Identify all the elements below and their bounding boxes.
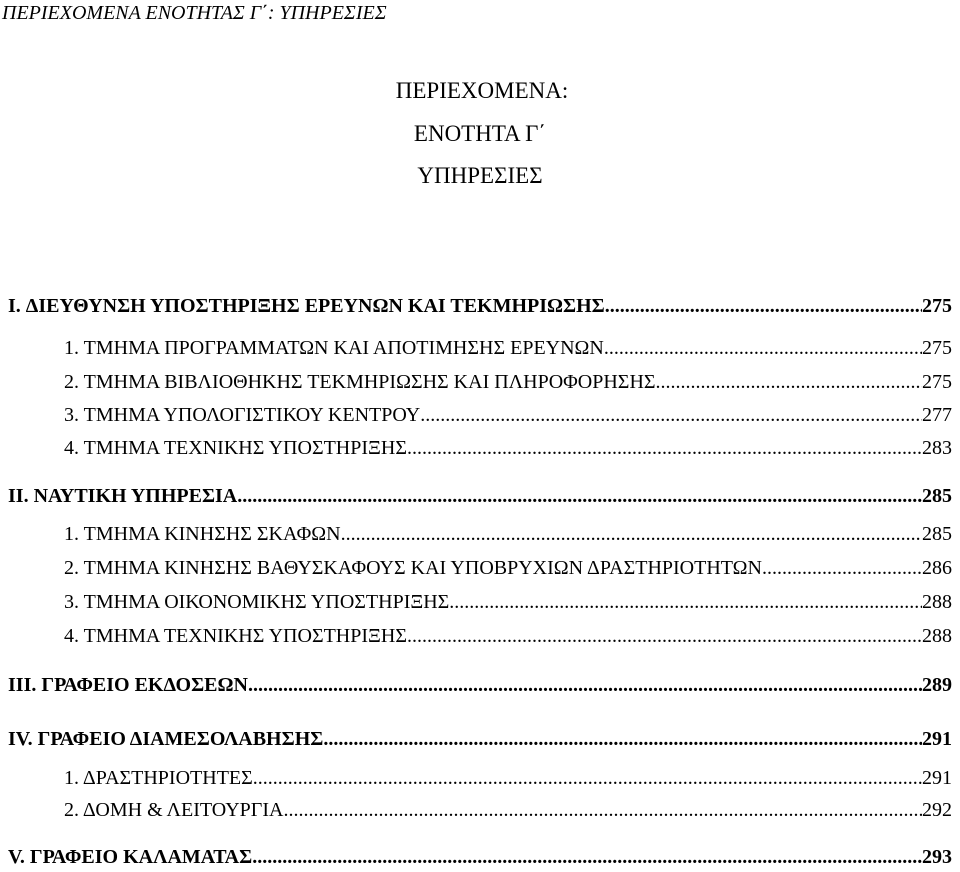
toc-dot-leader: [605, 294, 922, 318]
toc-entry[interactable]: [64, 766, 952, 790]
toc-entry[interactable]: [8, 294, 952, 318]
unit-heading: ΕΝΟΤΗΤΑ Γ΄: [413, 121, 547, 146]
toc-dot-leader: [248, 673, 922, 697]
toc-dot-leader: [407, 436, 922, 460]
toc-entry-title: 3. ΤΜΗΜΑ ΥΠΟΛΟΓΙΣΤΙΚΟΥ ΚΕΝΤΡΟΥ: [64, 404, 421, 426]
toc-entry-title: 4. ΤΜΗΜΑ ΤΕΧΝΙΚΗΣ ΥΠΟΣΤΗΡΙΞΗΣ: [64, 437, 407, 459]
toc-dot-leader: [237, 484, 922, 508]
toc-entry[interactable]: [8, 727, 952, 751]
toc-entry-title: II. ΝΑΥΤΙΚΗ ΥΠΗΡΕΣΙΑ: [8, 485, 238, 507]
toc-entry[interactable]: [64, 336, 952, 360]
toc-page-number: 288: [922, 625, 952, 647]
toc-page-number: 293: [922, 846, 952, 868]
toc-entry-title: IV. ΓΡΑΦΕΙΟ ΔΙΑΜΕΣΟΛΑΒΗΣΗΣ: [8, 728, 324, 750]
toc-entry[interactable]: [64, 436, 952, 460]
toc-entry-title: 1. ΤΜΗΜΑ ΠΡΟΓΡΑΜΜΑΤΩΝ ΚΑΙ ΑΠΟΤΙΜΗΣΗΣ ΕΡΕΥΝΩΝ: [64, 337, 604, 359]
toc-page-number: 292: [922, 799, 952, 821]
toc-entry-title: I. ΔΙΕΥΘΥΝΣΗ ΥΠΟΣΤΗΡΙΞΗΣ ΕΡΕΥΝΩΝ ΚΑΙ ΤΕΚΜΗΡΙΩΣΗΣ: [8, 295, 605, 317]
toc-dot-leader: [252, 845, 922, 869]
toc-page-number: 291: [922, 767, 952, 789]
toc-entry-title: 1. ΔΡΑΣΤΗΡΙΟΤΗΤΕΣ: [64, 767, 253, 789]
toc-entry[interactable]: [8, 484, 952, 508]
toc-dot-leader: [407, 624, 922, 648]
toc-entry-title: 2. ΤΜΗΜΑ ΚΙΝΗΣΗΣ ΒΑΘΥΣΚΑΦΟΥΣ ΚΑΙ ΥΠΟΒΡΥΧΙΩΝ ΔΡΑΣΤΗΡΙΟΤΗΤΩΝ: [64, 557, 762, 579]
toc-entry[interactable]: [64, 556, 952, 580]
services-heading: ΥΠΗΡΕΣΙΕΣ: [417, 163, 543, 188]
toc-page-number: 277: [922, 404, 952, 426]
toc-page-number: 285: [922, 485, 952, 507]
toc-page-number: 289: [922, 674, 952, 696]
toc-entry[interactable]: [64, 403, 952, 427]
toc-entry[interactable]: [64, 590, 952, 614]
toc-page-number: 288: [922, 591, 952, 613]
toc-dot-leader: [420, 403, 922, 427]
toc-dot-leader: [449, 590, 922, 614]
toc-entry[interactable]: [64, 370, 952, 394]
toc-page-number: 275: [922, 337, 952, 359]
toc-entry[interactable]: [64, 624, 952, 648]
toc-entry-title: 4. ΤΜΗΜΑ ΤΕΧΝΙΚΗΣ ΥΠΟΣΤΗΡΙΞΗΣ: [64, 625, 407, 647]
toc-entry[interactable]: [64, 522, 952, 546]
toc-entry-title: 2. ΔΟΜΗ & ΛΕΙΤΟΥΡΓΙΑ: [64, 799, 284, 821]
toc-entry[interactable]: [8, 673, 952, 697]
contents-heading: ΠΕΡΙΕΧΟΜΕΝΑ:: [395, 78, 569, 103]
toc-entry-title: 1. ΤΜΗΜΑ ΚΙΝΗΣΗΣ ΣΚΑΦΩΝ: [64, 523, 341, 545]
toc-page-number: 275: [922, 371, 952, 393]
toc-dot-leader: [323, 727, 922, 751]
toc-entry[interactable]: [8, 845, 952, 869]
toc-page-number: 283: [922, 437, 952, 459]
toc-page-number: 285: [922, 523, 952, 545]
toc-page-number: 291: [922, 728, 952, 750]
toc-dot-leader: [762, 556, 922, 580]
toc-dot-leader: [283, 798, 922, 822]
toc-entry[interactable]: [64, 798, 952, 822]
toc-dot-leader: [341, 522, 922, 546]
toc-dot-leader: [604, 336, 922, 360]
toc-dot-leader: [253, 766, 922, 790]
toc-entry-title: 3. ΤΜΗΜΑ ΟΙΚΟΝΟΜΙΚΗΣ ΥΠΟΣΤΗΡΙΞΗΣ: [64, 591, 450, 613]
toc-entry-title: V. ΓΡΑΦΕΙΟ ΚΑΛΑΜΑΤΑΣ: [8, 846, 253, 868]
toc-entry-title: 2. ΤΜΗΜΑ ΒΙΒΛΙΟΘΗΚΗΣ ΤΕΚΜΗΡΙΩΣΗΣ ΚΑΙ ΠΛΗΡΟΦΟΡΗΣΗΣ: [64, 371, 656, 393]
toc-entry-title: III. ΓΡΑΦΕΙΟ ΕΚΔΟΣΕΩΝ: [8, 674, 248, 696]
toc-page-number: 275: [922, 295, 952, 317]
running-header: ΠΕΡΙΕΧΟΜΕΝΑ ΕΝΟΤΗΤΑΣ Γ΄: ΥΠΗΡΕΣΙΕΣ: [2, 2, 387, 24]
toc-page-number: 286: [922, 557, 952, 579]
toc-dot-leader: [656, 370, 922, 394]
